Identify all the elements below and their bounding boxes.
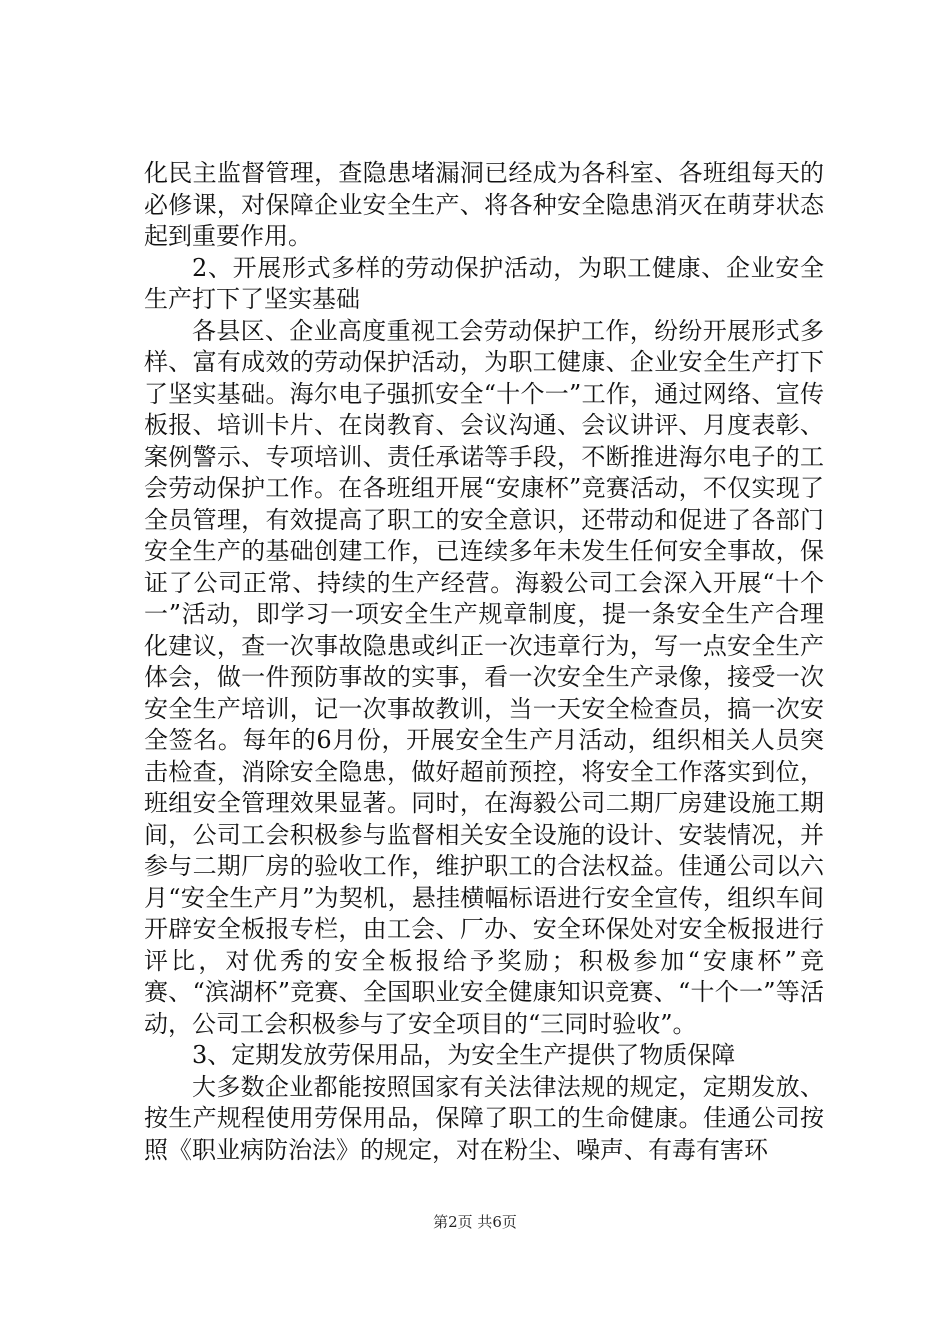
page-number-footer: 第2页 共6页 — [433, 1213, 517, 1231]
section-heading-3: 3、定期发放劳保用品，为安全生产提供了物质保障 — [192, 1041, 736, 1069]
document-body — [144, 158, 824, 1166]
paragraph-protective-equipment: 大多数企业都能按照国家有关法律法规的规定，定期发放、按生产规程使用劳保用品，保障了职工的生命健康。佳通公司按照《职业病防治法》的规定，对在粉尘、噪声、有毒有害环 — [144, 1072, 824, 1164]
paragraph-continuation: 化民主监督管理，查隐患堵漏洞已经成为各科室、各班组每天的必修课，对保障企业安全生产、将各种安全隐患消灭在萌芽状态起到重要作用。 — [144, 159, 824, 250]
section-heading-2: 2、开展形式多样的劳动保护活动，为职工健康、企业安全生产打下了坚实基础 — [144, 253, 824, 313]
paragraph-labor-protection: 各县区、企业高度重视工会劳动保护工作，纷纷开展形式多样、富有成效的劳动保护活动，为职工健康、企业安全生产打下了坚实基础。海尔电子强抓安全“十个一”工作，通过网络、宣传板报、培训卡片、在岗教育、会议沟通、会议讲评、月度表彰、案例警示、专项培训、责任承诺等手段，不断推进海尔电子的工会劳动保护工作。在各班组开展“安康杯”竞赛活动，不仅实现了全员管理，有效提高了职工的安全意识，还带动和促进了各部门安全生产的基础创建工作，已连续多年未发生任何安全事故，保证了公司正常、持续的生产经营。海毅公司工会深入开展“十个一”活动，即学习一项安全生产规章制度，提一条安全生产合理化建议，查一次事故隐患或纠正一次违章行为，写一点安全生产体会，做一件预防事故的实事，看一次安全生产录像，接受一次安全生产培训，记一次事故教训，当一天安全检查员，搞一次安全签名。每年的6月份，开展安全生产月活动，组织相关人员突击检查，消除安全隐患，做好超前预控，将安全工作落实到位，班组安全管理效果显著。同时，在海毅公司二期厂房建设施工期间，公司工会积极参与监督相关安全设施的设计、安装情况，并参与二期厂房的验收工作，维护职工的合法权益。佳通公司以六月“安全生产月”为契机，悬挂横幅标语进行安全宣传，组织车间开辟安全板报专栏，由工会、厂办、安全环保处对安全板报进行评比，对优秀的安全板报给予奖励；积极参加“安康杯”竞赛、“滨湖杯”竞赛、全国职业安全健康知识竞赛、“十个一”等活动，公司工会积极参与了安全项目的“三同时验收”。 — [144, 316, 824, 1038]
